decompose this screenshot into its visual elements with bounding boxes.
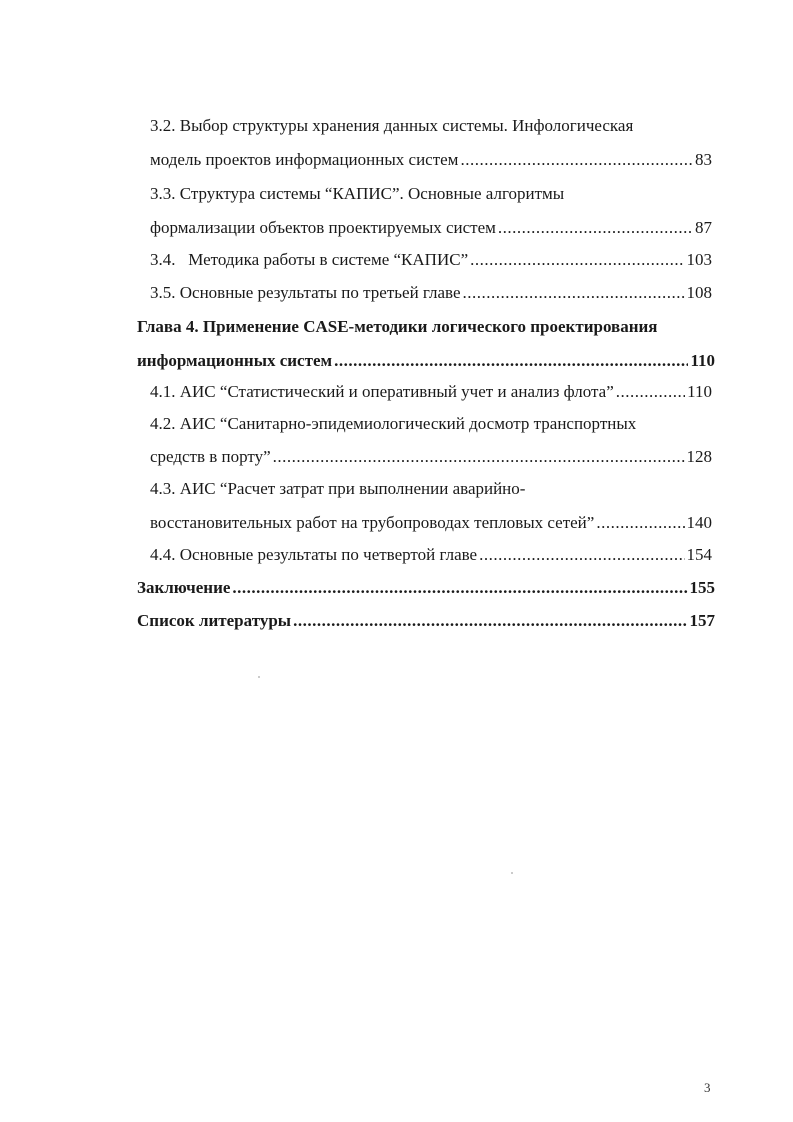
toc-line: [150, 469, 590, 499]
toc-line: [150, 273, 712, 303]
dot-leader: [616, 382, 685, 402]
toc-page-number: 155: [689, 578, 715, 597]
toc-line: [150, 174, 678, 204]
toc-line: [150, 140, 712, 170]
dot-leader: [470, 250, 684, 270]
toc-line: [150, 404, 690, 434]
toc-page-number: 110: [690, 351, 715, 370]
toc-chapter-line: [137, 601, 715, 631]
toc-chapter-line: [137, 307, 715, 337]
toc-entry-text: 3.5. Основные результаты по третьей главе: [150, 283, 461, 302]
toc-line: [150, 503, 712, 533]
toc-page-number: 110: [687, 382, 712, 401]
toc-entry-text: 4.1. АИС “Статистический и оперативный учет и анализ флота”: [150, 382, 614, 401]
toc-entry-text: восстановительных работ на трубопроводах тепловых сетей”: [150, 513, 595, 532]
dot-leader: [273, 447, 685, 467]
toc-page-number: 108: [686, 283, 712, 302]
toc-entry-text: средств в порту”: [150, 447, 271, 466]
toc-page-number: 154: [686, 545, 712, 564]
toc-line: [150, 106, 678, 136]
dot-leader: [479, 545, 684, 565]
scan-speck: [511, 872, 513, 874]
toc-entry-text: 4.4. Основные результаты по четвертой главе: [150, 545, 478, 564]
dot-leader: [232, 578, 687, 598]
dot-leader: [596, 513, 684, 533]
toc-page-number: 140: [686, 513, 712, 532]
page-number: 3: [704, 1080, 711, 1095]
dot-leader: [293, 611, 687, 631]
toc-entry-text: 4.3. АИС “Расчет затрат при выполнении аварийно-: [150, 479, 526, 498]
toc-entry-text: 4.2. АИС “Санитарно-эпидемиологический досмотр транспортных: [150, 414, 637, 433]
chapter-title: Список литературы: [137, 611, 292, 630]
toc-line: [150, 535, 712, 565]
chapter-title: Глава 4. Применение CASE-методики логического проектирования: [137, 317, 658, 336]
toc-page-number: 157: [689, 611, 715, 630]
chapter-title: информационных систем: [137, 351, 333, 370]
toc-line: [150, 240, 712, 270]
toc-entry-text: 3.2. Выбор структуры хранения данных системы. Инфологическая: [150, 116, 634, 135]
dot-leader: [463, 283, 685, 303]
toc-entry-text: формализации объектов проектируемых систем: [150, 218, 496, 237]
toc-chapter-line: [137, 568, 715, 598]
dot-leader: [498, 218, 693, 238]
dot-leader: [460, 150, 693, 170]
toc-page-number: 83: [695, 150, 712, 169]
chapter-title: Заключение: [137, 578, 231, 597]
scan-speck: [258, 676, 260, 678]
toc-page-number: 128: [686, 447, 712, 466]
toc-entry-text: 3.4. Методика работы в системе “КАПИС”: [150, 250, 469, 269]
toc-chapter-line: [137, 341, 715, 371]
dot-leader: [334, 351, 688, 371]
toc-page-number: 87: [695, 218, 712, 237]
toc-line: [150, 208, 712, 238]
toc-line: [150, 372, 712, 402]
toc-entry-text: модель проектов информационных систем: [150, 150, 459, 169]
toc-line: [150, 437, 712, 467]
toc-page-number: 103: [686, 250, 712, 269]
toc-entry-text: 3.3. Структура системы “КАПИС”. Основные алгоритмы: [150, 184, 565, 203]
